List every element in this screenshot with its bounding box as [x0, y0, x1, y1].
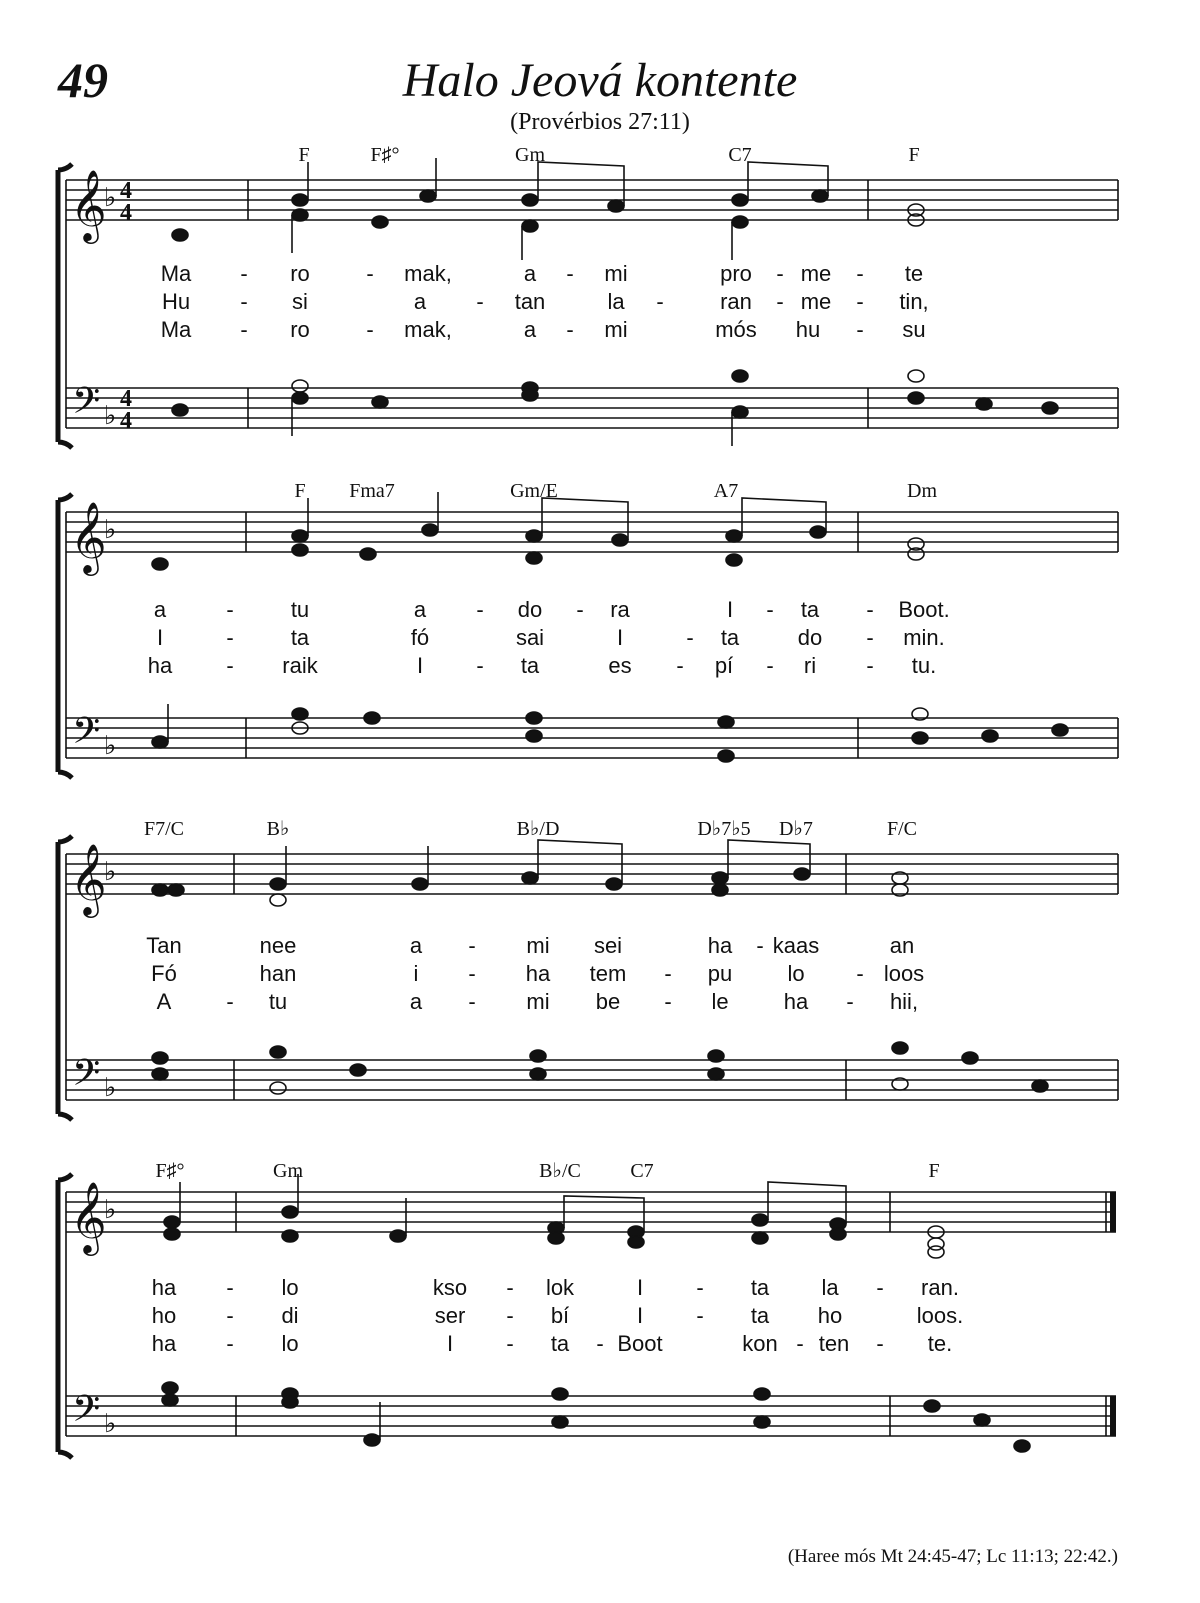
svg-text:𝄢: 𝄢	[72, 1388, 101, 1439]
lyric-verse-2-syllable: Fó	[151, 961, 177, 986]
lyric-verse-1-syllable: te	[904, 261, 924, 286]
chord-symbol: B♭/D	[516, 818, 560, 840]
svg-text:♭: ♭	[104, 1409, 117, 1439]
lyric-verse-2-syllable: I	[636, 1303, 644, 1328]
lyric-verse-2-syllable: la	[607, 289, 625, 314]
lyric-verse-3-syllable: -	[676, 653, 684, 678]
lyric-verse-1-syllable: Tan	[146, 933, 182, 958]
lyric-verse-3-syllable: -	[766, 653, 774, 678]
lyric-verse-2-syllable: -	[856, 289, 864, 314]
lyric-verse-3-syllable: te.	[927, 1331, 953, 1356]
svg-text:♭: ♭	[104, 857, 117, 887]
lyric-verse-2-syllable: ta	[290, 625, 310, 650]
lyric-verse-2-syllable: min.	[903, 625, 945, 650]
lyric-verse-3-syllable: -	[664, 989, 672, 1014]
lyric-verse-1-syllable: mi	[604, 261, 628, 286]
lyric-verse-1-syllable: kaas	[772, 933, 820, 958]
lyric-verse-2-syllable: I	[616, 625, 624, 650]
lyric-verse-1-syllable: -	[576, 597, 584, 622]
lyric-verse-1-syllable: me	[800, 261, 832, 286]
lyric-verse-3-syllable: su	[902, 317, 926, 342]
lyric-verse-2-syllable: ha	[525, 961, 551, 986]
lyric-verse-2-syllable: loos	[883, 961, 925, 986]
lyric-verse-1-syllable: -	[476, 597, 484, 622]
chord-symbol: F♯°	[370, 144, 400, 166]
chord-symbol: Gm	[273, 1160, 303, 1182]
lyric-verse-2-syllable: pu	[707, 961, 733, 986]
lyric-verse-1-syllable: ta	[800, 597, 820, 622]
scripture-reference: (Provérbios 27:11)	[510, 109, 690, 135]
lyric-verse-3-syllable: -	[796, 1331, 804, 1356]
lyric-verse-3-syllable: ta	[550, 1331, 570, 1356]
chord-symbol: F	[928, 1160, 940, 1182]
lyric-verse-3-syllable: A	[156, 989, 172, 1014]
lyric-verse-3-syllable: -	[476, 653, 484, 678]
lyric-verse-2-syllable: -	[226, 625, 234, 650]
lyric-verse-2-syllable: fó	[410, 625, 430, 650]
lyric-verse-2-syllable: sai	[515, 625, 545, 650]
lyric-verse-2-syllable: -	[866, 625, 874, 650]
chord-symbol: D♭7	[779, 818, 813, 840]
lyric-verse-2-syllable: -	[776, 289, 784, 314]
chord-symbol: F/C	[886, 818, 918, 840]
lyric-verse-2-syllable: i	[413, 961, 419, 986]
chord-symbol: Gm/E	[510, 480, 558, 502]
lyric-verse-3-syllable: raik	[282, 653, 318, 678]
lyric-verse-3-syllable: -	[866, 653, 874, 678]
lyric-verse-2-syllable: -	[656, 289, 664, 314]
lyric-verse-1-syllable: pro	[720, 261, 752, 286]
chord-symbol: F	[908, 144, 920, 166]
svg-text:𝄞: 𝄞	[70, 842, 107, 915]
lyric-verse-1-syllable: tu	[290, 597, 310, 622]
lyric-verse-2-syllable: -	[240, 289, 248, 314]
music-system-4	[0, 1156, 1200, 1466]
svg-text:4: 4	[120, 200, 132, 226]
lyric-verse-1-syllable: -	[696, 1275, 704, 1300]
lyric-verse-1-syllable: -	[566, 261, 574, 286]
lyric-verse-2-syllable: ho	[817, 1303, 843, 1328]
lyric-verse-3-syllable: a	[523, 317, 537, 342]
lyric-verse-1-syllable: ta	[750, 1275, 770, 1300]
lyric-verse-1-syllable: -	[866, 597, 874, 622]
lyric-verse-1-syllable: do	[517, 597, 543, 622]
chord-symbol: C7	[630, 1160, 654, 1182]
chord-symbol: F7/C	[143, 818, 185, 840]
lyric-verse-1-syllable: -	[366, 261, 374, 286]
chord-symbol: C7	[728, 144, 752, 166]
svg-text:♭: ♭	[104, 183, 117, 213]
svg-text:♭: ♭	[104, 515, 117, 545]
music-system-2	[0, 474, 1200, 784]
lyric-verse-1-syllable: -	[226, 597, 234, 622]
lyric-verse-3-syllable: I	[416, 653, 424, 678]
lyric-verse-2-syllable: ta	[720, 625, 740, 650]
lyric-verse-1-syllable: a	[153, 597, 167, 622]
lyric-verse-3-syllable: -	[226, 1331, 234, 1356]
lyric-verse-3-syllable: ta	[520, 653, 540, 678]
svg-text:4: 4	[120, 178, 132, 204]
lyric-verse-1-syllable: I	[726, 597, 734, 622]
lyric-verse-3-syllable: -	[240, 317, 248, 342]
lyric-verse-2-syllable: me	[800, 289, 832, 314]
svg-text:♭: ♭	[104, 1073, 117, 1103]
lyric-verse-3-syllable: tu.	[911, 653, 937, 678]
lyric-verse-2-syllable: lo	[787, 961, 805, 986]
lyric-verse-3-syllable: -	[846, 989, 854, 1014]
lyric-verse-2-syllable: tin,	[899, 289, 929, 314]
lyric-verse-3-syllable: be	[595, 989, 621, 1014]
lyric-verse-1-syllable: -	[506, 1275, 514, 1300]
lyric-verse-3-syllable: mak,	[404, 317, 452, 342]
lyric-verse-2-syllable: tem	[589, 961, 627, 986]
lyric-verse-1-syllable: -	[756, 933, 764, 958]
lyric-verse-1-syllable: -	[226, 1275, 234, 1300]
lyric-verse-3-syllable: mi	[526, 989, 550, 1014]
lyric-verse-2-syllable: si	[292, 289, 308, 314]
lyric-verse-1-syllable: -	[856, 261, 864, 286]
lyric-verse-1-syllable: an	[889, 933, 915, 958]
svg-text:𝄢: 𝄢	[72, 710, 101, 761]
lyric-verse-3-syllable: pí	[714, 653, 734, 678]
lyric-verse-2-syllable: -	[476, 289, 484, 314]
lyric-verse-2-syllable: di	[281, 1303, 299, 1328]
lyric-verse-3-syllable: mi	[604, 317, 628, 342]
chord-symbol: A7	[713, 480, 739, 502]
lyric-verse-2-syllable: I	[156, 625, 164, 650]
lyric-verse-3-syllable: -	[506, 1331, 514, 1356]
lyric-verse-3-syllable: lo	[281, 1331, 299, 1356]
lyric-verse-1-syllable: ran.	[921, 1275, 959, 1300]
lyric-verse-3-syllable: es	[608, 653, 632, 678]
chord-symbol: Dm	[907, 480, 937, 502]
lyric-verse-3-syllable: ha	[147, 653, 173, 678]
lyric-verse-1-syllable: ha	[707, 933, 733, 958]
lyric-verse-1-syllable: -	[876, 1275, 884, 1300]
svg-text:♭: ♭	[104, 401, 117, 431]
lyric-verse-2-syllable: Hu	[161, 289, 191, 314]
lyric-verse-3-syllable: ri	[803, 653, 817, 678]
lyric-verse-3-syllable: le	[711, 989, 729, 1014]
lyric-verse-1-syllable: nee	[259, 933, 297, 958]
lyric-verse-2-syllable: ta	[750, 1303, 770, 1328]
lyric-verse-1-syllable: a	[413, 597, 427, 622]
lyric-verse-1-syllable: sei	[593, 933, 623, 958]
chord-symbol: Gm	[515, 144, 545, 166]
lyric-verse-1-syllable: -	[766, 597, 774, 622]
lyric-verse-1-syllable: -	[776, 261, 784, 286]
lyric-verse-2-syllable: -	[664, 961, 672, 986]
lyric-verse-3-syllable: tu	[268, 989, 288, 1014]
lyric-verse-1-syllable: la	[821, 1275, 839, 1300]
lyric-verse-3-syllable: Ma	[160, 317, 192, 342]
lyric-verse-2-syllable: ho	[151, 1303, 177, 1328]
svg-text:𝄞: 𝄞	[70, 1180, 107, 1253]
svg-text:𝄞: 𝄞	[70, 500, 107, 573]
lyric-verse-3-syllable: -	[366, 317, 374, 342]
lyric-verse-3-syllable: -	[226, 989, 234, 1014]
lyric-verse-3-syllable: -	[226, 653, 234, 678]
lyric-verse-1-syllable: ro	[290, 261, 310, 286]
staff-graphics	[0, 474, 1200, 784]
lyric-verse-2-syllable: han	[259, 961, 297, 986]
svg-text:♭: ♭	[104, 731, 117, 761]
lyric-verse-1-syllable: lok	[545, 1275, 575, 1300]
lyric-verse-1-syllable: mi	[526, 933, 550, 958]
lyric-verse-1-syllable: Boot.	[898, 597, 950, 622]
lyric-verse-1-syllable: ha	[151, 1275, 177, 1300]
svg-text:𝄢: 𝄢	[72, 380, 101, 431]
hymn-number: 49	[58, 52, 108, 108]
hymn-title: Halo Jeová kontente	[402, 54, 798, 107]
lyric-verse-1-syllable: -	[468, 933, 476, 958]
lyric-verse-3-syllable: ha	[151, 1331, 177, 1356]
lyric-verse-1-syllable: I	[636, 1275, 644, 1300]
svg-text:♭: ♭	[104, 1195, 117, 1225]
lyric-verse-2-syllable: ser	[434, 1303, 466, 1328]
lyric-verse-3-syllable: -	[468, 989, 476, 1014]
staff-graphics	[0, 1156, 1200, 1466]
lyric-verse-3-syllable: -	[596, 1331, 604, 1356]
chord-symbol: F	[298, 144, 310, 166]
svg-text:𝄞: 𝄞	[70, 168, 107, 241]
lyric-verse-2-syllable: -	[226, 1303, 234, 1328]
lyric-verse-2-syllable: -	[468, 961, 476, 986]
lyric-verse-3-syllable: ro	[290, 317, 310, 342]
lyric-verse-2-syllable: tan	[514, 289, 546, 314]
lyric-verse-3-syllable: Boot	[617, 1331, 663, 1356]
lyric-verse-3-syllable: hu	[795, 317, 821, 342]
lyric-verse-2-syllable: do	[797, 625, 823, 650]
svg-text:𝄢: 𝄢	[72, 1052, 101, 1103]
lyric-verse-1-syllable: -	[240, 261, 248, 286]
lyric-verse-1-syllable: Ma	[160, 261, 192, 286]
lyric-verse-2-syllable: -	[686, 625, 694, 650]
lyric-verse-2-syllable: -	[856, 961, 864, 986]
lyric-verse-2-syllable: -	[506, 1303, 514, 1328]
lyric-verse-2-syllable: -	[696, 1303, 704, 1328]
lyric-verse-1-syllable: ra	[610, 597, 630, 622]
chord-symbol: D♭7♭5	[697, 818, 751, 840]
lyric-verse-3-syllable: ten	[818, 1331, 850, 1356]
lyric-verse-3-syllable: mós	[715, 317, 757, 342]
chord-symbol: Fma7	[349, 480, 395, 502]
chord-symbol: F	[294, 480, 306, 502]
chord-symbol: F♯°	[155, 1160, 185, 1182]
lyric-verse-1-syllable: mak,	[404, 261, 452, 286]
lyric-verse-3-syllable: kon	[742, 1331, 778, 1356]
lyric-verse-3-syllable: -	[876, 1331, 884, 1356]
lyric-verse-3-syllable: I	[446, 1331, 454, 1356]
lyric-verse-3-syllable: -	[856, 317, 864, 342]
lyric-verse-1-syllable: a	[409, 933, 423, 958]
lyric-verse-1-syllable: lo	[281, 1275, 299, 1300]
lyric-verse-3-syllable: a	[409, 989, 423, 1014]
lyric-verse-1-syllable: a	[523, 261, 537, 286]
svg-text:4: 4	[120, 408, 132, 434]
lyric-verse-3-syllable: hii,	[889, 989, 919, 1014]
lyric-verse-2-syllable: loos.	[916, 1303, 964, 1328]
chord-symbol: B♭	[266, 818, 290, 840]
lyric-verse-2-syllable: ran	[720, 289, 752, 314]
lyric-verse-3-syllable: ha	[783, 989, 809, 1014]
scripture-footnote: (Haree mós Mt 24:45-47; Lc 11:13; 22:42.)	[787, 1546, 1118, 1567]
chord-symbol: B♭/C	[539, 1160, 581, 1182]
lyric-verse-1-syllable: kso	[432, 1275, 468, 1300]
lyric-verse-2-syllable: bí	[550, 1303, 570, 1328]
lyric-verse-2-syllable: a	[413, 289, 427, 314]
lyric-verse-3-syllable: -	[566, 317, 574, 342]
svg-text:4: 4	[120, 386, 132, 412]
